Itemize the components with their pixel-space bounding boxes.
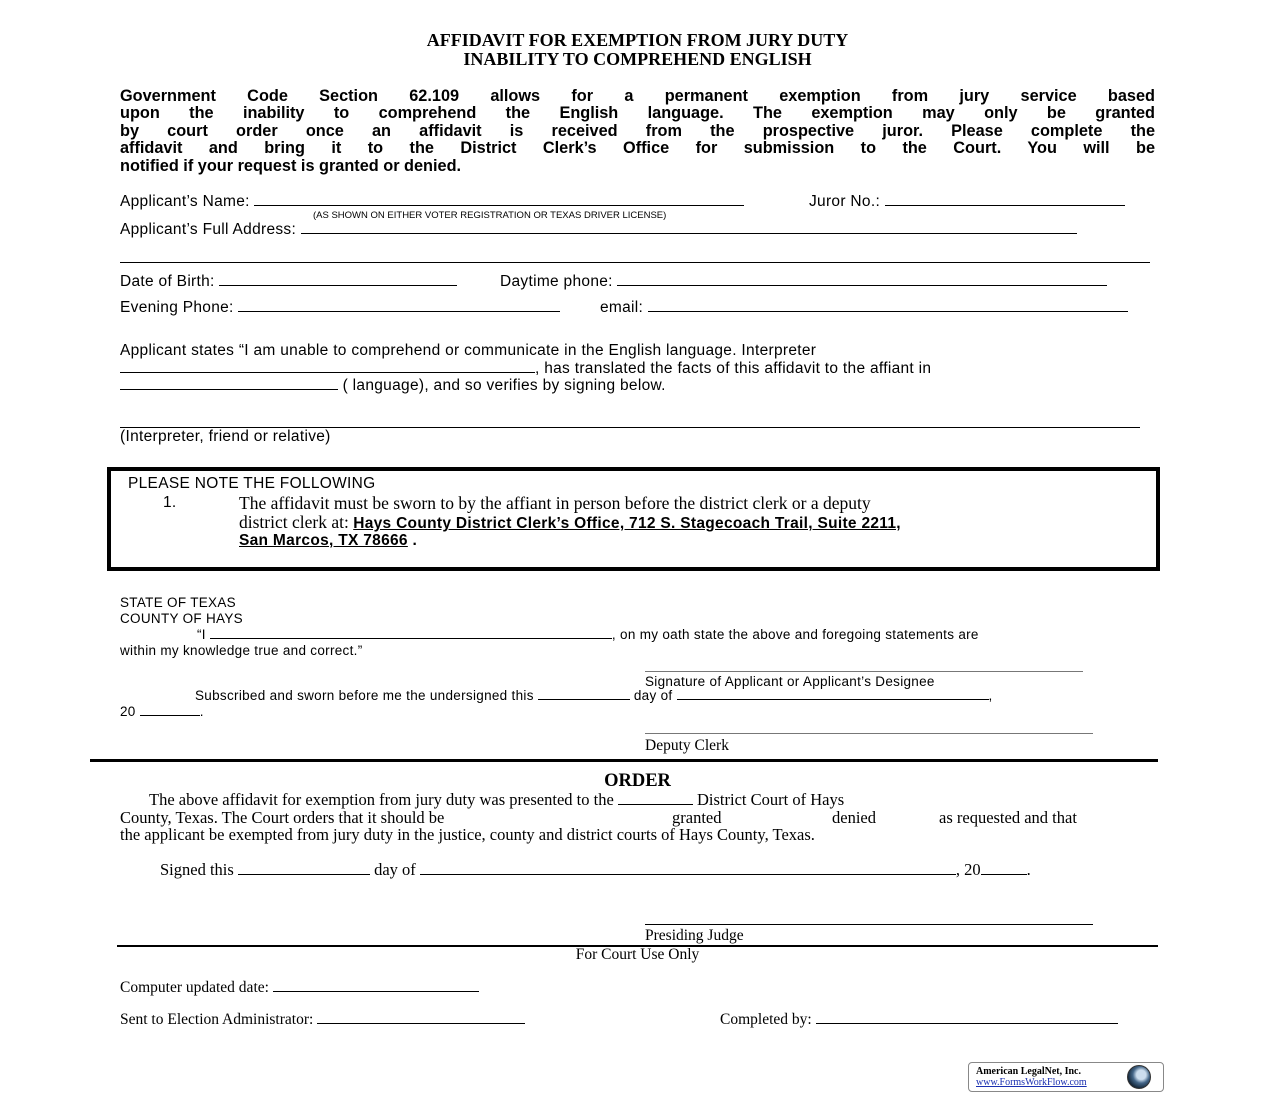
order-line-2b: as requested and that — [939, 808, 1077, 827]
oath-text: , on my oath state the above and foregoing statements are — [611, 627, 979, 642]
order-line-3: the applicant be exempted from jury duty in the justice, county and district courts of Hays County, Texas. — [120, 825, 815, 844]
statement-line-1: Applicant states “I am unable to comprehend or communicate in the English language. Interpreter — [120, 342, 817, 359]
state-label: STATE OF TEXAS — [120, 595, 236, 610]
dob-label: Date of Birth: — [120, 273, 215, 290]
name-label: Applicant’s Name: — [120, 193, 250, 210]
clerk-office-address: Hays County District Clerk’s Office, 712 S. Stagecoach Trail, Suite 2211, — [353, 515, 901, 532]
oath-text: day of — [633, 688, 673, 703]
juror-label: Juror No.: — [809, 193, 881, 210]
signed-day-blank[interactable] — [238, 861, 370, 875]
blank — [273, 978, 479, 992]
evening-label: Evening Phone: — [120, 299, 234, 316]
year-blank[interactable] — [140, 704, 200, 716]
oath-line-1 — [197, 627, 979, 642]
denied-option[interactable]: denied — [832, 808, 876, 827]
completed-label: Completed by: — [720, 1011, 812, 1028]
daytime-label: Daytime phone: — [500, 273, 613, 290]
dob-field[interactable] — [120, 272, 457, 291]
sent-to-election-field[interactable] — [120, 1010, 525, 1029]
oath-line-2: within my knowledge true and correct.” — [120, 643, 363, 658]
american-legalnet-logo[interactable] — [968, 1062, 1164, 1092]
deputy-clerk-label: Deputy Clerk — [645, 737, 729, 754]
statement-text: , has translated the facts of this affidavit to the affiant in — [535, 360, 932, 377]
completed-by-field[interactable] — [720, 1010, 1118, 1029]
signed-month-blank[interactable] — [420, 861, 956, 875]
subscribed-line: Subscribed and sworn before me the undersigned this day of , — [195, 688, 993, 703]
intro-line: upon the inability to comprehend the English language. The exemption may only be granted — [120, 104, 1155, 122]
interpreter-blank[interactable] — [120, 359, 535, 373]
note-text: district clerk at: — [239, 512, 354, 532]
daytime-phone-field[interactable] — [500, 272, 1107, 291]
clerk-office-city: San Marcos, TX 78666 — [239, 532, 408, 549]
note-line-3 — [239, 532, 417, 550]
globe-icon — [1127, 1065, 1151, 1089]
order-line-1 — [149, 790, 844, 810]
statement-text: ( language), and so verifies by signing below. — [342, 377, 666, 394]
signed-year-blank[interactable] — [981, 861, 1027, 875]
year-line: 20 . — [120, 704, 204, 719]
day-blank[interactable] — [538, 688, 630, 700]
intro-line: notified if your request is granted or denied. — [120, 157, 462, 175]
name-note: (AS SHOWN ON EITHER VOTER REGISTRATION OR TEXAS DRIVER LICENSE) — [313, 210, 667, 221]
order-text: Signed this — [160, 860, 234, 879]
court-use-heading: For Court Use Only — [575, 946, 700, 963]
note-text: . — [407, 532, 418, 549]
deputy-clerk-signature-line[interactable] — [645, 733, 1093, 734]
section-divider — [90, 759, 1158, 762]
oath-text: Subscribed and sworn before me the undersigned this — [195, 688, 534, 703]
sent-label: Sent to Election Administrator: — [120, 1011, 314, 1028]
oath-text: 20 — [120, 704, 136, 719]
note-line-2 — [239, 512, 901, 533]
language-blank[interactable] — [120, 376, 338, 390]
blank — [317, 1010, 525, 1024]
juror-no-field[interactable] — [809, 192, 1125, 211]
note-heading: PLEASE NOTE THE FOLLOWING — [128, 475, 376, 492]
signature-label: Signature of Applicant or Applicant’s Designee — [645, 674, 935, 689]
order-text: The above affidavit for exemption from jury duty was presented to the — [149, 790, 614, 809]
oath-name-blank[interactable] — [210, 627, 612, 639]
intro-line: by court order once an affidavit is received from the prospective juror. Please complete the — [120, 122, 1155, 140]
address-label: Applicant’s Full Address: — [120, 221, 297, 238]
intro-line: Government Code Section 62.109 allows for a permanent exemption from jury service based — [120, 87, 1155, 105]
order-text: District Court of Hays — [697, 790, 845, 809]
email-label: email: — [600, 299, 644, 316]
title-line-2: INABILITY TO COMPREHEND ENGLISH — [463, 49, 812, 69]
judge-signature-line[interactable] — [645, 924, 1093, 925]
computer-label: Computer updated date: — [120, 979, 269, 996]
note-number: 1. — [163, 494, 177, 511]
order-text: day of — [374, 860, 416, 879]
judge-label: Presiding Judge — [645, 927, 744, 944]
email-field[interactable] — [600, 298, 1128, 317]
address-field[interactable] — [120, 220, 1077, 239]
address-line-2[interactable] — [120, 262, 1150, 263]
signed-line: Signed this day of , 20 . — [160, 860, 1031, 879]
month-blank[interactable] — [677, 688, 989, 700]
blank — [816, 1010, 1118, 1024]
intro-line: affidavit and bring it to the District Clerk’s Office for submission to the Court. You will be — [120, 139, 1155, 157]
interpreter-label: (Interpreter, friend or relative) — [120, 428, 331, 445]
title-line-1: AFFIDAVIT FOR EXEMPTION FROM JURY DUTY — [426, 30, 849, 50]
granted-option[interactable]: granted — [672, 808, 722, 827]
oath-text: “I — [197, 627, 206, 642]
computer-updated-field[interactable] — [120, 978, 479, 997]
county-label: COUNTY OF HAYS — [120, 611, 243, 626]
order-text: County, Texas. The Court orders that it should be — [120, 808, 445, 827]
statement-line-3 — [120, 376, 666, 395]
order-text: , 20 — [955, 860, 981, 879]
court-number-blank[interactable] — [618, 791, 693, 805]
note-line-1: The affidavit must be sworn to by the affiant in person before the district clerk or a deputy — [239, 493, 871, 513]
applicant-name-field[interactable] — [120, 192, 744, 211]
logo-name: American LegalNet, Inc. — [976, 1066, 1081, 1077]
logo-url[interactable]: www.FormsWorkFlow.com — [976, 1077, 1087, 1088]
applicant-signature-line[interactable] — [645, 671, 1083, 672]
evening-phone-field[interactable] — [120, 298, 560, 317]
order-heading: ORDER — [604, 771, 671, 791]
